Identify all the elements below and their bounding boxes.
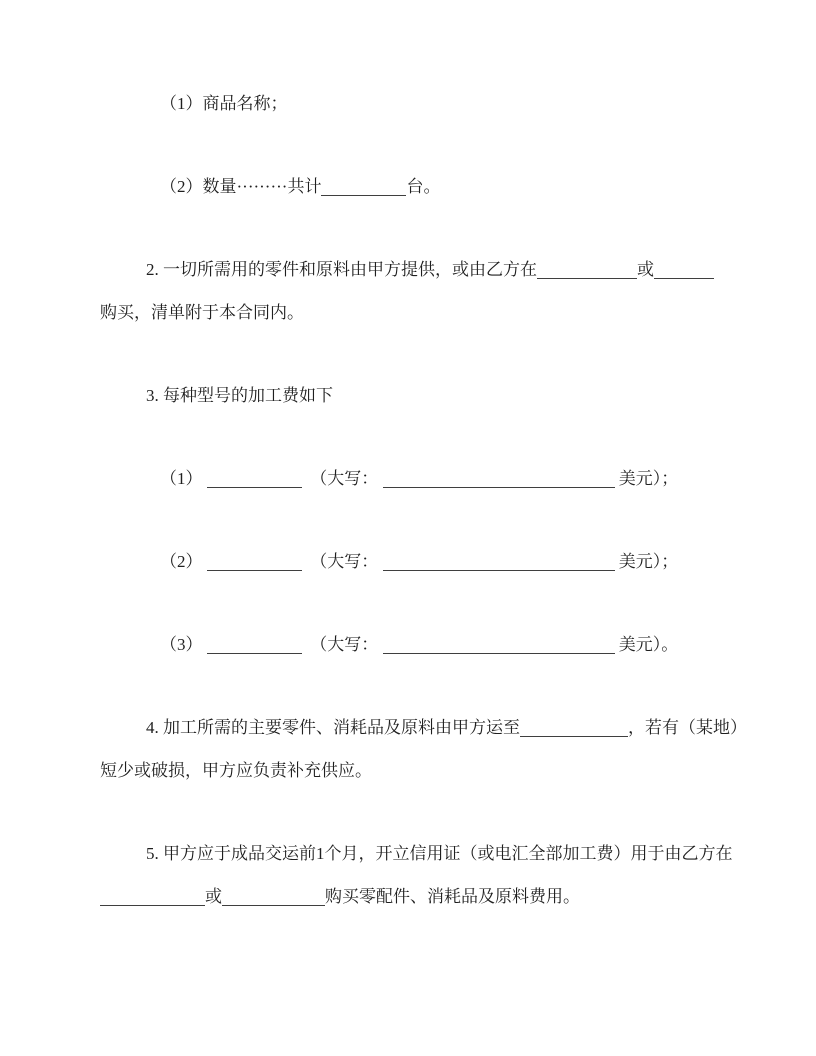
line-fee-3: [100, 623, 716, 666]
fill-in-blank: [654, 278, 714, 279]
text-run: 短少或破损，甲方应负责补充供应。: [100, 761, 372, 780]
line-clause3-heading: [100, 374, 716, 417]
text-run: （大写：: [301, 552, 383, 571]
line-fee-1: [100, 457, 716, 500]
text-run: 购买零配件、消耗品及原料费用。: [325, 887, 580, 906]
fill-in-blank: [383, 570, 615, 571]
fill-in-blank: [520, 736, 628, 737]
fill-in-blank: [222, 905, 325, 906]
fill-in-blank: [207, 570, 302, 571]
text-run: （大写：: [301, 635, 383, 654]
text-run: 美元）；: [614, 552, 679, 571]
text-run: 或: [637, 260, 654, 279]
text-run: ，若有（某地）: [628, 718, 747, 737]
text-run: 4. 加工所需的主要零件、消耗品及原料由甲方运至: [146, 718, 520, 737]
line-item-product-name: [100, 82, 716, 125]
fill-in-blank: [383, 487, 615, 488]
text-run: 3. 每种型号的加工费如下: [146, 386, 333, 405]
text-run: 2. 一切所需用的零件和原料由甲方提供，或由乙方在: [146, 260, 537, 279]
text-run: 美元）；: [614, 469, 679, 488]
line-clause5-part1: [100, 832, 733, 875]
text-run: （1）: [160, 469, 207, 488]
text-run: （2）: [160, 552, 207, 571]
line-item-quantity: [100, 165, 716, 208]
fill-in-blank: [383, 653, 615, 654]
line-clause4-part1: [100, 706, 747, 749]
text-run: （大写：: [301, 469, 383, 488]
text-run: 购买，清单附于本合同内。: [100, 303, 304, 322]
text-run: （3）: [160, 635, 207, 654]
line-clause2-part2: [100, 291, 716, 334]
fill-in-blank: [321, 195, 406, 196]
fill-in-blank: [207, 653, 302, 654]
text-run: 或: [205, 887, 222, 906]
fill-in-blank: [207, 487, 302, 488]
text-run: （2）数量·········共计: [160, 177, 322, 196]
fill-in-blank: [100, 905, 205, 906]
text-run: （1）商品名称；: [160, 94, 288, 113]
line-clause2-part1: [100, 248, 716, 291]
line-fee-2: [100, 540, 716, 583]
line-clause5-part2: [100, 875, 716, 918]
fill-in-blank: [537, 278, 637, 279]
text-run: 5. 甲方应于成品交运前1个月，开立信用证（或电汇全部加工费）用于由乙方在: [146, 844, 733, 863]
text-run: 台。: [406, 177, 441, 196]
line-clause4-part2: [100, 749, 716, 792]
text-run: 美元）。: [614, 635, 679, 654]
